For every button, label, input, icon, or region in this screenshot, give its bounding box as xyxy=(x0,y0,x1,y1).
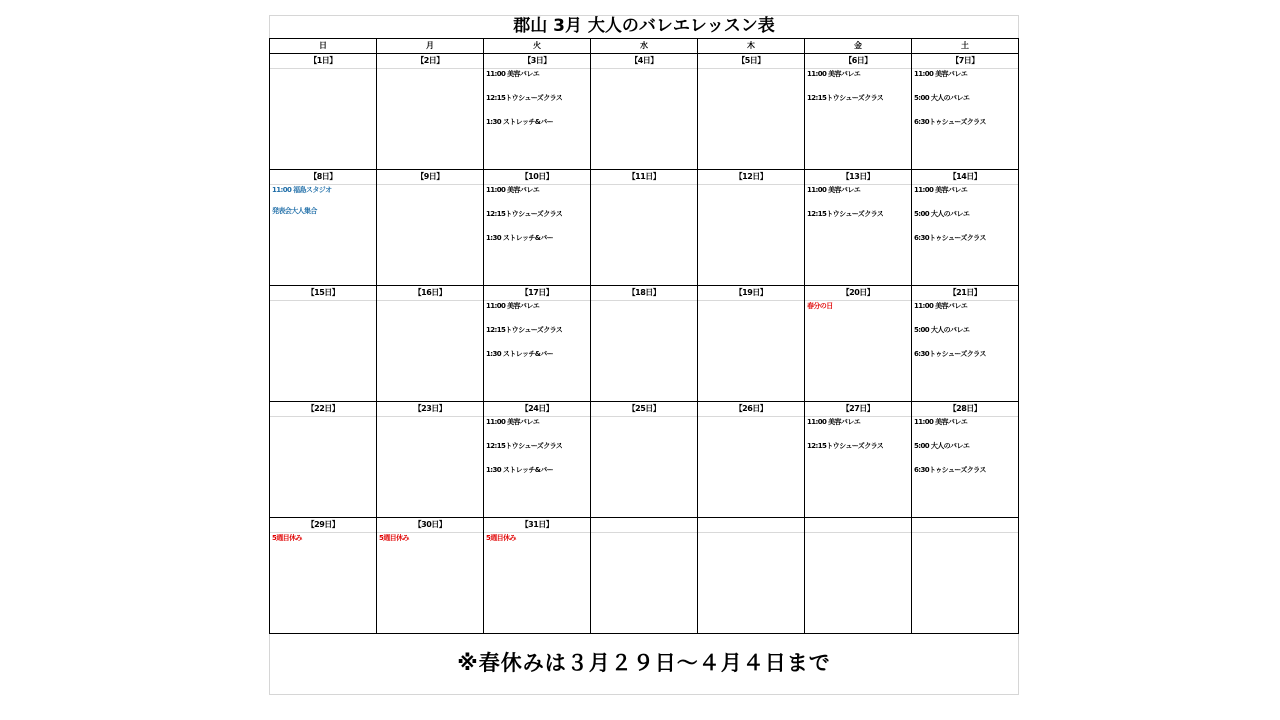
day-date: 【19日】 xyxy=(698,286,804,301)
day-date: 【1日】 xyxy=(270,54,376,69)
weekday-header: 土 xyxy=(912,39,1019,54)
day-cell xyxy=(912,170,1019,286)
day-cell xyxy=(270,54,377,170)
lesson-entry: 6:30トゥシューズクラス xyxy=(914,234,986,242)
lesson-entry: 12:15トウシューズクラス xyxy=(807,210,884,218)
day-cell xyxy=(698,286,805,402)
day-cell xyxy=(698,54,805,170)
day-cell xyxy=(591,54,698,170)
day-date: 【3日】 xyxy=(484,54,590,69)
day-date: 【20日】 xyxy=(805,286,911,301)
week-row xyxy=(270,170,1019,286)
lesson-entry: 11:00 美容バレエ xyxy=(914,302,968,310)
day-date: 【10日】 xyxy=(484,170,590,185)
week-row xyxy=(270,402,1019,518)
day-cell xyxy=(484,54,591,170)
weekday-header: 金 xyxy=(805,39,912,54)
lesson-entry: 1:30 ストレッチ&バー xyxy=(486,118,554,126)
lesson-entry: 12:15トウシューズクラス xyxy=(486,442,563,450)
day-date: 【9日】 xyxy=(377,170,483,185)
day-date: 【8日】 xyxy=(270,170,376,185)
day-date: 【29日】 xyxy=(270,518,376,533)
lesson-entry: 6:30トゥシューズクラス xyxy=(914,466,986,474)
weekday-header-row xyxy=(270,39,1019,54)
lesson-entry: 1:30 ストレッチ&バー xyxy=(486,350,554,358)
day-cell xyxy=(377,54,484,170)
lesson-entry: 1:30 ストレッチ&バー xyxy=(486,234,554,242)
lesson-entry: 11:00 福島スタジオ xyxy=(272,186,332,194)
day-date: 【18日】 xyxy=(591,286,697,301)
day-cell xyxy=(805,170,912,286)
lesson-entry: 11:00 美容バレエ xyxy=(486,418,540,426)
lesson-entry: 11:00 美容バレエ xyxy=(807,70,861,78)
day-cell xyxy=(484,286,591,402)
day-cell xyxy=(591,402,698,518)
day-cell xyxy=(484,402,591,518)
day-cell xyxy=(270,170,377,286)
week-row xyxy=(270,54,1019,170)
lesson-entry: 12:15トウシューズクラス xyxy=(486,210,563,218)
day-cell xyxy=(912,518,1019,634)
day-date: 【28日】 xyxy=(912,402,1018,417)
day-date: 【2日】 xyxy=(377,54,483,69)
day-date: 【14日】 xyxy=(912,170,1018,185)
day-date: 【23日】 xyxy=(377,402,483,417)
day-cell xyxy=(805,286,912,402)
week-row xyxy=(270,518,1019,634)
lesson-entry: 11:00 美容バレエ xyxy=(486,186,540,194)
day-cell xyxy=(484,170,591,286)
lesson-entry: 5:00 大人のバレエ xyxy=(914,326,970,334)
day-date: 【5日】 xyxy=(698,54,804,69)
weekday-header: 月 xyxy=(377,39,484,54)
day-date xyxy=(912,518,1018,533)
day-date: 【25日】 xyxy=(591,402,697,417)
day-date: 【7日】 xyxy=(912,54,1018,69)
lesson-entry: 11:00 美容バレエ xyxy=(486,302,540,310)
day-cell xyxy=(484,518,591,634)
lesson-entry: 11:00 美容バレエ xyxy=(914,70,968,78)
lesson-entry: 5:00 大人のバレエ xyxy=(914,442,970,450)
lesson-entry: 5:00 大人のバレエ xyxy=(914,94,970,102)
day-date xyxy=(698,518,804,533)
day-date: 【11日】 xyxy=(591,170,697,185)
day-date: 【4日】 xyxy=(591,54,697,69)
day-date xyxy=(805,518,911,533)
day-cell xyxy=(377,518,484,634)
lesson-entry: 11:00 美容バレエ xyxy=(807,186,861,194)
day-date: 【16日】 xyxy=(377,286,483,301)
lesson-entry: 6:30トゥシューズクラス xyxy=(914,118,986,126)
lesson-entry: 11:00 美容バレエ xyxy=(486,70,540,78)
lesson-entry: 12:15トウシューズクラス xyxy=(807,94,884,102)
day-date: 【6日】 xyxy=(805,54,911,69)
spring-break-note: ※春休みは３月２９日～４月４日まで xyxy=(457,651,831,675)
lesson-entry: 12:15トウシューズクラス xyxy=(807,442,884,450)
day-cell xyxy=(591,286,698,402)
day-date: 【15日】 xyxy=(270,286,376,301)
lesson-entry: 発表会大人集合 xyxy=(272,207,317,215)
day-cell xyxy=(698,518,805,634)
lesson-entry: 春分の日 xyxy=(807,302,833,310)
weekday-header: 水 xyxy=(591,39,698,54)
lesson-entry: 5:00 大人のバレエ xyxy=(914,210,970,218)
day-cell xyxy=(805,54,912,170)
day-date: 【12日】 xyxy=(698,170,804,185)
day-cell xyxy=(912,54,1019,170)
lesson-entry: 11:00 美容バレエ xyxy=(914,186,968,194)
lesson-entry: 12:15トウシューズクラス xyxy=(486,326,563,334)
lesson-entry: 11:00 美容バレエ xyxy=(807,418,861,426)
day-cell xyxy=(270,402,377,518)
day-cell xyxy=(805,402,912,518)
day-cell xyxy=(377,170,484,286)
day-date: 【31日】 xyxy=(484,518,590,533)
day-date xyxy=(591,518,697,533)
day-cell xyxy=(912,402,1019,518)
lesson-entry: 1:30 ストレッチ&バー xyxy=(486,466,554,474)
weekday-header: 木 xyxy=(698,39,805,54)
day-date: 【17日】 xyxy=(484,286,590,301)
day-date: 【22日】 xyxy=(270,402,376,417)
day-cell xyxy=(591,518,698,634)
weekday-header: 火 xyxy=(484,39,591,54)
day-date: 【13日】 xyxy=(805,170,911,185)
day-cell xyxy=(698,402,805,518)
day-cell xyxy=(591,170,698,286)
lesson-entry: 5週目休み xyxy=(486,534,516,542)
day-cell xyxy=(912,286,1019,402)
day-cell xyxy=(270,286,377,402)
lesson-entry: 12:15トウシューズクラス xyxy=(486,94,563,102)
day-cell xyxy=(377,286,484,402)
lesson-entry: 5週目休み xyxy=(379,534,409,542)
lesson-entry: 5週目休み xyxy=(272,534,302,542)
day-date: 【26日】 xyxy=(698,402,804,417)
day-cell xyxy=(270,518,377,634)
page-title: 郡山 3月 大人のバレエレッスン表 xyxy=(513,16,775,36)
calendar-body xyxy=(270,54,1019,634)
week-row xyxy=(270,286,1019,402)
weekday-header: 日 xyxy=(270,39,377,54)
day-date: 【24日】 xyxy=(484,402,590,417)
lesson-entry: 6:30トゥシューズクラス xyxy=(914,350,986,358)
day-cell xyxy=(698,170,805,286)
day-date: 【27日】 xyxy=(805,402,911,417)
calendar-table xyxy=(269,38,1019,634)
day-cell xyxy=(377,402,484,518)
lesson-entry: 11:00 美容バレエ xyxy=(914,418,968,426)
day-cell xyxy=(805,518,912,634)
day-date: 【21日】 xyxy=(912,286,1018,301)
day-date: 【30日】 xyxy=(377,518,483,533)
